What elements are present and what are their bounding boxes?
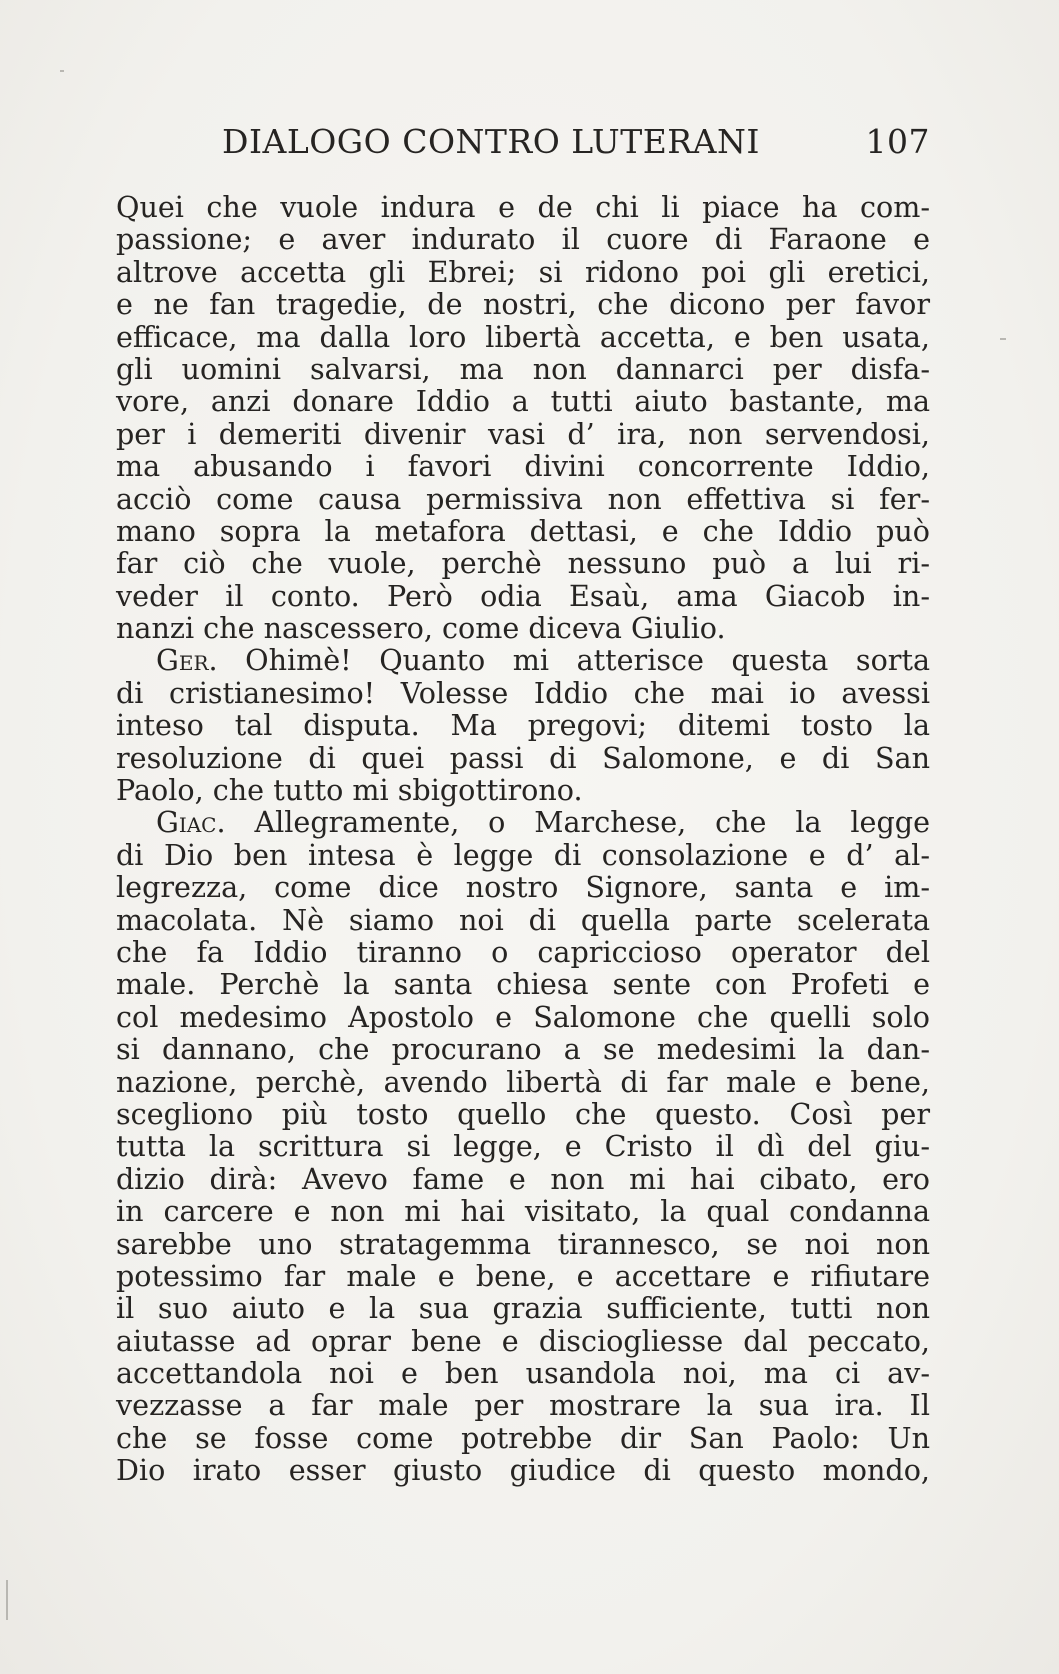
- page-number: 107: [865, 122, 930, 161]
- text-line: efficace, ma dalla loro libertà accetta, e ben usata,: [116, 319, 930, 354]
- text-line: passione; e aver indurato il cuore di Faraone e: [116, 222, 930, 257]
- text-line: vore, anzi donare Iddio a tutti aiuto bastante, ma: [116, 384, 930, 419]
- text-line: dizio dirà: Avevo fame e non mi hai cibato, ero: [116, 1161, 930, 1196]
- speech-text: Ohimè! Quanto mi atterisce questa sorta: [245, 643, 930, 678]
- speaker-label: Giac.: [156, 805, 226, 840]
- text-line: inteso tal disputa. Ma pregovi; ditemi tosto la: [116, 708, 930, 743]
- text-line: di Dio ben intesa è legge di consolazione e d’ al-: [116, 837, 930, 872]
- text-line: acciò come causa permissiva non effettiva si fer-: [116, 481, 930, 516]
- scan-speck: [6, 1580, 8, 1620]
- text-line: tutta la scrittura si legge, e Cristo il dì del giu-: [116, 1129, 930, 1164]
- text-line: in carcere e non mi hai visitato, la qual condanna: [116, 1194, 930, 1229]
- speech-text: Allegramente, o Marchese, che la legge: [254, 805, 930, 840]
- text-line: per i demeriti divenir vasi d’ ira, non servendosi,: [116, 416, 930, 451]
- running-title: DIALOGO CONTRO LUTERANI: [222, 122, 760, 161]
- text-line: Paolo, che tutto mi sbigottirono.: [116, 773, 583, 808]
- text-line: vezzasse a far male per mostrare la sua ira. Il: [116, 1388, 930, 1423]
- text-line: e ne fan tragedie, de nostri, che dicono per favor: [116, 287, 930, 322]
- text-line: che fa Iddio tiranno o capriccioso operator del: [116, 934, 930, 969]
- text-line: veder il conto. Però odia Esaù, ama Giacob in-: [116, 578, 930, 613]
- text-line: si dannano, che procurano a se medesimi la dan-: [116, 1032, 930, 1067]
- text-line: aiutasse ad oprar bene e disciogliesse dal peccato,: [116, 1323, 930, 1358]
- text-line: resoluzione di quei passi di Salomone, e di San: [116, 740, 930, 775]
- scan-speck: [1000, 338, 1006, 340]
- page-header: [222, 122, 930, 162]
- speech-giac: [116, 806, 930, 838]
- text-line: altrove accetta gli Ebrei; si ridono poi gli eretici,: [116, 254, 930, 289]
- text-line: macolata. Nè siamo noi di quella parte scelerata: [116, 902, 930, 937]
- text-line: col medesimo Apostolo e Salomone che quelli solo: [116, 999, 930, 1034]
- text-line: scegliono più tosto quello che questo. Così per: [116, 1096, 930, 1131]
- text-line: potessimo far male e bene, e accettare e rifiutare: [116, 1258, 930, 1293]
- text-line: ma abusando i favori divini concorrente Iddio,: [116, 449, 930, 484]
- text-line: mano sopra la metafora dettasi, e che Iddio può: [116, 513, 930, 548]
- text-line: di cristianesimo! Volesse Iddio che mai io avessi: [116, 675, 930, 710]
- text-line: nazione, perchè, avendo libertà di far male e bene,: [116, 1064, 930, 1099]
- speaker-label: Ger.: [156, 643, 218, 678]
- body-text: [116, 191, 930, 1487]
- text-line: accettandola noi e ben usandola noi, ma ci av-: [116, 1356, 930, 1391]
- text-line: Quei che vuole indura e de chi li piace ha com-: [116, 190, 930, 224]
- scan-speck: [60, 70, 64, 72]
- text-line: legrezza, come dice nostro Signore, santa e im-: [116, 870, 930, 905]
- text-line: gli uomini salvarsi, ma non dannarci per disfa-: [116, 351, 930, 386]
- text-line: che se fosse come potrebbe dir San Paolo: Un: [116, 1420, 930, 1455]
- text-line: nanzi che nascessero, come diceva Giulio.: [116, 611, 726, 646]
- text-line: sarebbe uno stratagemma tirannesco, se noi non: [116, 1226, 930, 1261]
- text-line: male. Perchè la santa chiesa sente con Profeti e: [116, 967, 930, 1002]
- text-line: il suo aiuto e la sua grazia sufficiente, tutti non: [116, 1291, 930, 1326]
- speech-ger: [116, 644, 930, 676]
- text-line: Dio irato esser giusto giudice di questo mondo,: [116, 1453, 930, 1488]
- text-line: far ciò che vuole, perchè nessuno può a lui ri-: [116, 546, 930, 581]
